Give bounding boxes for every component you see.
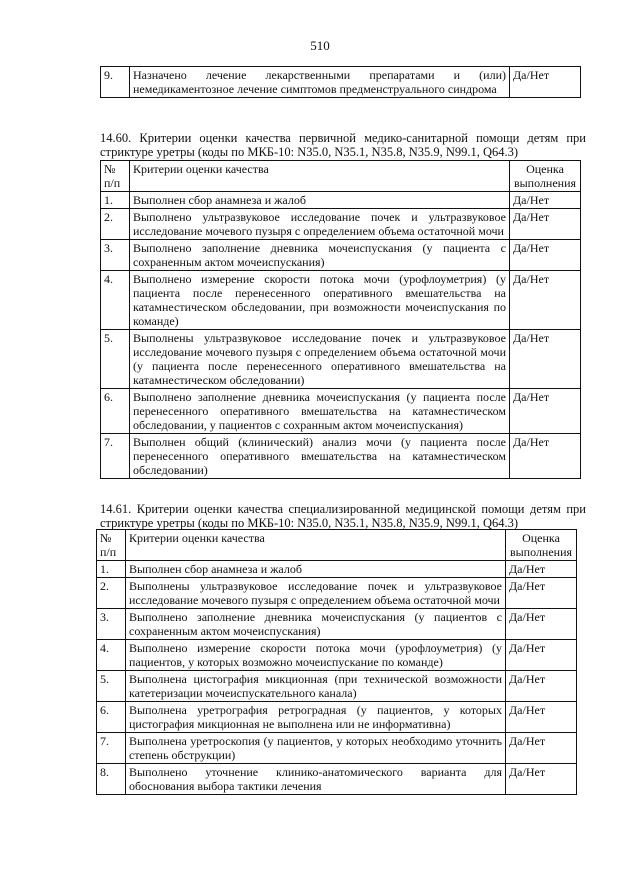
criteria-text: Назначено лечение лекарственными препаратами и (или) немедикаментозное лечение симптомов предменструального синдрома <box>130 67 510 98</box>
table-row <box>97 578 577 609</box>
table-row <box>97 561 577 578</box>
result-cell: Да/Нет <box>506 578 577 609</box>
result-cell: Да/Нет <box>506 702 577 733</box>
result-cell: Да/Нет <box>510 67 581 98</box>
criteria-text: Выполнена уретрография ретроградная (у пациентов, у которых цистография микционная не выполнена или не информативна) <box>126 702 506 733</box>
table-row <box>97 702 577 733</box>
result-cell: Да/Нет <box>510 271 581 330</box>
table-row <box>101 209 581 240</box>
table-header-row <box>101 161 581 192</box>
header-number: № п/п <box>97 530 126 561</box>
top-criteria-table <box>100 66 581 98</box>
row-number: 2. <box>97 578 126 609</box>
row-number: 1. <box>101 192 130 209</box>
table-row <box>101 67 581 98</box>
header-criteria: Критерии оценки качества <box>130 161 510 192</box>
result-cell: Да/Нет <box>506 561 577 578</box>
row-number: 7. <box>101 434 130 479</box>
table-row <box>101 271 581 330</box>
row-number: 4. <box>101 271 130 330</box>
row-number: 9. <box>101 67 130 98</box>
row-number: 3. <box>97 609 126 640</box>
result-cell: Да/Нет <box>506 640 577 671</box>
table-row <box>97 764 577 795</box>
table-row <box>101 330 581 389</box>
row-number: 2. <box>101 209 130 240</box>
header-criteria: Критерии оценки качества <box>126 530 506 561</box>
result-cell: Да/Нет <box>510 192 581 209</box>
criteria-text: Выполнено заполнение дневника мочеиспускания (у пациентов с сохраненным актом мочеиспускания) <box>126 609 506 640</box>
criteria-text: Выполнена уретроскопия (у пациентов, у которых необходимо уточнить степень обструкции) <box>126 733 506 764</box>
result-cell: Да/Нет <box>510 434 581 479</box>
header-result: Оценка выполнения <box>510 161 581 192</box>
result-cell: Да/Нет <box>510 240 581 271</box>
criteria-text: Выполнен общий (клинический) анализ мочи (у пациента после перенесенного оперативного вмешательства на катамнестическом обследовании) <box>130 434 510 479</box>
header-result: Оценка выполнения <box>506 530 577 561</box>
row-number: 6. <box>101 389 130 434</box>
section-1461-heading: 14.61. Критерии оценки качества специализированной медицинской помощи детям при стриктуре уретры (коды по МКБ-10: N35.0, N35.1, N35.8, N35.9, N99.1, Q64.3) <box>100 502 586 530</box>
table-row <box>101 434 581 479</box>
table-row <box>101 192 581 209</box>
criteria-text: Выполнено измерение скорости потока мочи (урофлоуметрия) (у пациентов, у которых возможно мочеиспускание по команде) <box>126 640 506 671</box>
result-cell: Да/Нет <box>510 330 581 389</box>
result-cell: Да/Нет <box>510 209 581 240</box>
result-cell: Да/Нет <box>506 733 577 764</box>
section-1460-heading: 14.60. Критерии оценки качества первичной медико-санитарной помощи детям при стриктуре уретры (коды по МКБ-10: N35.0, N35.1, N35.8, N35.9, N99.1, Q64.3) <box>100 131 586 159</box>
criteria-text: Выполнен сбор анамнеза и жалоб <box>126 561 506 578</box>
row-number: 5. <box>97 671 126 702</box>
row-number: 3. <box>101 240 130 271</box>
result-cell: Да/Нет <box>506 764 577 795</box>
page-number: 510 <box>310 38 330 53</box>
criteria-text: Выполнены ультразвуковое исследование почек и ультразвуковое исследование мочевого пузыря с определением объема остаточной мочи (у пациента после перенесенного оперативного вмешательства на катамнестическом обследовании) <box>130 330 510 389</box>
criteria-text: Выполнено заполнение дневника мочеиспускания (у пациента с сохраненным актом мочеиспускания) <box>130 240 510 271</box>
row-number: 7. <box>97 733 126 764</box>
table-row <box>101 389 581 434</box>
criteria-text: Выполнен сбор анамнеза и жалоб <box>130 192 510 209</box>
criteria-text: Выполнены ультразвуковое исследование почек и ультразвуковое исследование мочевого пузыря с определением объема остаточной мочи <box>126 578 506 609</box>
criteria-text: Выполнено ультразвуковое исследование почек и ультразвуковое исследование мочевого пузыря с определением объема остаточной мочи <box>130 209 510 240</box>
criteria-text: Выполнена цистография микционная (при технической возможности катетеризации мочеиспускательного канала) <box>126 671 506 702</box>
table-row <box>97 609 577 640</box>
table-header-row <box>97 530 577 561</box>
row-number: 5. <box>101 330 130 389</box>
row-number: 4. <box>97 640 126 671</box>
table-row <box>97 640 577 671</box>
table-row <box>97 733 577 764</box>
result-cell: Да/Нет <box>506 671 577 702</box>
row-number: 1. <box>97 561 126 578</box>
criteria-text: Выполнено уточнение клинико-анатомического варианта для обоснования выбора тактики лечения <box>126 764 506 795</box>
table-row <box>97 671 577 702</box>
row-number: 8. <box>97 764 126 795</box>
result-cell: Да/Нет <box>506 609 577 640</box>
table-row <box>101 240 581 271</box>
result-cell: Да/Нет <box>510 389 581 434</box>
criteria-text: Выполнено измерение скорости потока мочи (урофлоуметрия) (у пациента после перенесенного оперативного вмешательства на катамнестическом обследовании, при возможности мочеиспускания по команде) <box>130 271 510 330</box>
section-1461-table <box>96 529 577 795</box>
row-number: 6. <box>97 702 126 733</box>
header-number: № п/п <box>101 161 130 192</box>
section-1460-table <box>100 160 581 479</box>
criteria-text: Выполнено заполнение дневника мочеиспускания (у пациента после перенесенного оперативного вмешательства на катамнестическом обследовании, у пациентов с сохранным актом мочеиспускания) <box>130 389 510 434</box>
